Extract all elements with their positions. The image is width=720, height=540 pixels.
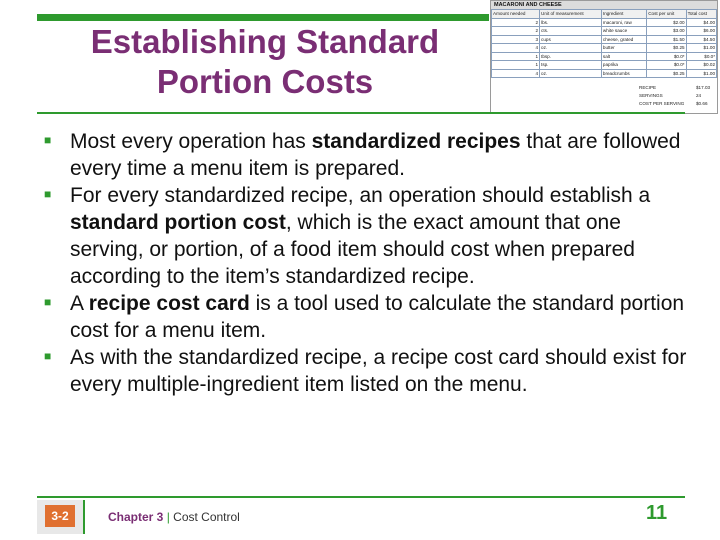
summary-value: $17.03 (696, 85, 711, 90)
bullet-term: recipe cost card (88, 292, 250, 315)
bullet-text: Most every operation has (70, 130, 312, 153)
recipe-cell-total: $6.00 (686, 27, 716, 36)
recipe-cell-total: $0.0* (686, 52, 716, 61)
slide-title (40, 22, 490, 102)
recipe-cell-cost: $0.25 (647, 44, 686, 53)
recipe-cell-unit: cts. (540, 27, 602, 36)
recipe-cell-unit: lbs. (540, 18, 602, 27)
summary-label: RECIPE (639, 85, 657, 90)
recipe-card-row (492, 27, 717, 36)
recipe-cell-ingredient: white sauce (601, 27, 646, 36)
recipe-card-row (492, 61, 717, 70)
bullet-list (40, 128, 690, 398)
title-line-1: Establishing Standard (90, 23, 440, 60)
recipe-cell-cost: $0.0* (647, 52, 686, 61)
bullet-item (40, 182, 690, 290)
recipe-cell-amount: 1 (492, 61, 540, 70)
col-header: Cost per unit (647, 10, 686, 19)
recipe-cell-amount: 2 (492, 27, 540, 36)
recipe-cell-total: $4.00 (686, 18, 716, 27)
square-bullet-icon: ■ (44, 349, 52, 363)
recipe-cost-card-image (490, 0, 718, 114)
recipe-card-row (492, 44, 717, 53)
chapter-number: Chapter 3 (108, 510, 164, 524)
recipe-cell-ingredient: cheese, grated (601, 35, 646, 44)
summary-label: COST PER SERVING (639, 101, 685, 106)
bullet-text: , which is the exact amount that one serving, or portion, of a food item should cost when prepared according to the item’s standardized recipe. (70, 211, 635, 288)
recipe-card-row (492, 52, 717, 61)
recipe-cell-total: $1.00 (686, 44, 716, 53)
bullet-text: that are followed every time a menu item is prepared. (70, 130, 681, 180)
recipe-cell-unit: cups (540, 35, 602, 44)
recipe-cell-unit: oz. (540, 69, 602, 78)
bullet-text: is a tool used to calculate the standard portion cost for a menu item. (70, 292, 685, 342)
recipe-cell-ingredient: breadcrumbs (601, 69, 646, 78)
bullet-term: standard portion cost (70, 211, 286, 234)
bullet-item (40, 290, 690, 344)
square-bullet-icon: ■ (44, 187, 52, 201)
recipe-cell-unit: oz. (540, 44, 602, 53)
recipe-cell-ingredient: butter (601, 44, 646, 53)
recipe-cell-ingredient: salt (601, 52, 646, 61)
recipe-cell-ingredient: paprika (601, 61, 646, 70)
title-divider (37, 112, 685, 114)
recipe-cell-cost: $3.00 (647, 27, 686, 36)
recipe-card-header-row (492, 10, 717, 19)
summary-value: 24 (696, 93, 702, 98)
title-line-2: Portion Costs (156, 63, 374, 100)
recipe-cell-amount: 4 (492, 44, 540, 53)
recipe-cell-ingredient: macaroni, raw (601, 18, 646, 27)
top-accent-bar (37, 14, 489, 21)
bullet-text: For every standardized recipe, an operation should establish a (70, 184, 651, 207)
footer-divider (37, 496, 685, 498)
course-name: Cost Control (173, 510, 240, 524)
col-header: Unit of measurement (540, 10, 602, 19)
summary-value: $0.66 (696, 101, 708, 106)
recipe-card-row (492, 35, 717, 44)
bullet-term: standardized recipes (311, 130, 521, 153)
recipe-cell-cost: $1.50 (647, 35, 686, 44)
recipe-cell-total: $1.00 (686, 69, 716, 78)
col-header: Amount needed (492, 10, 540, 19)
bullet-item (40, 128, 690, 182)
col-header: Ingredient (601, 10, 646, 19)
recipe-cell-cost: $0.25 (647, 69, 686, 78)
recipe-card-row (492, 18, 717, 27)
square-bullet-icon: ■ (44, 133, 52, 147)
page-number: 11 (646, 502, 668, 524)
recipe-cell-total: $0.02 (686, 61, 716, 70)
bullet-text: A (70, 292, 89, 315)
chapter-label (108, 510, 240, 524)
recipe-cell-amount: 4 (492, 69, 540, 78)
footer-separator: | (163, 510, 174, 524)
recipe-cell-amount: 2 (492, 18, 540, 27)
slide-code-tab (37, 500, 85, 534)
slide-code: 3-2 (45, 505, 75, 527)
bullet-item (40, 344, 690, 398)
recipe-cell-unit: tsp. (540, 61, 602, 70)
recipe-cell-amount: 1 (492, 52, 540, 61)
bullet-text: As with the standardized recipe, a recipe cost card should exist for every multiple-ingredient item listed on the menu. (70, 346, 687, 396)
recipe-cell-cost: $2.00 (647, 18, 686, 27)
recipe-cell-cost: $0.0* (647, 61, 686, 70)
recipe-card-row (492, 69, 717, 78)
recipe-cell-amount: 3 (492, 35, 540, 44)
summary-label: SERVINGS (639, 93, 663, 98)
col-header: Total cost (686, 10, 716, 19)
recipe-card-heading: MACARONI AND CHEESE (491, 1, 717, 9)
recipe-card-table (491, 9, 717, 78)
square-bullet-icon: ■ (44, 295, 52, 309)
recipe-cell-total: $4.50 (686, 35, 716, 44)
recipe-cell-unit: tbsp. (540, 52, 602, 61)
